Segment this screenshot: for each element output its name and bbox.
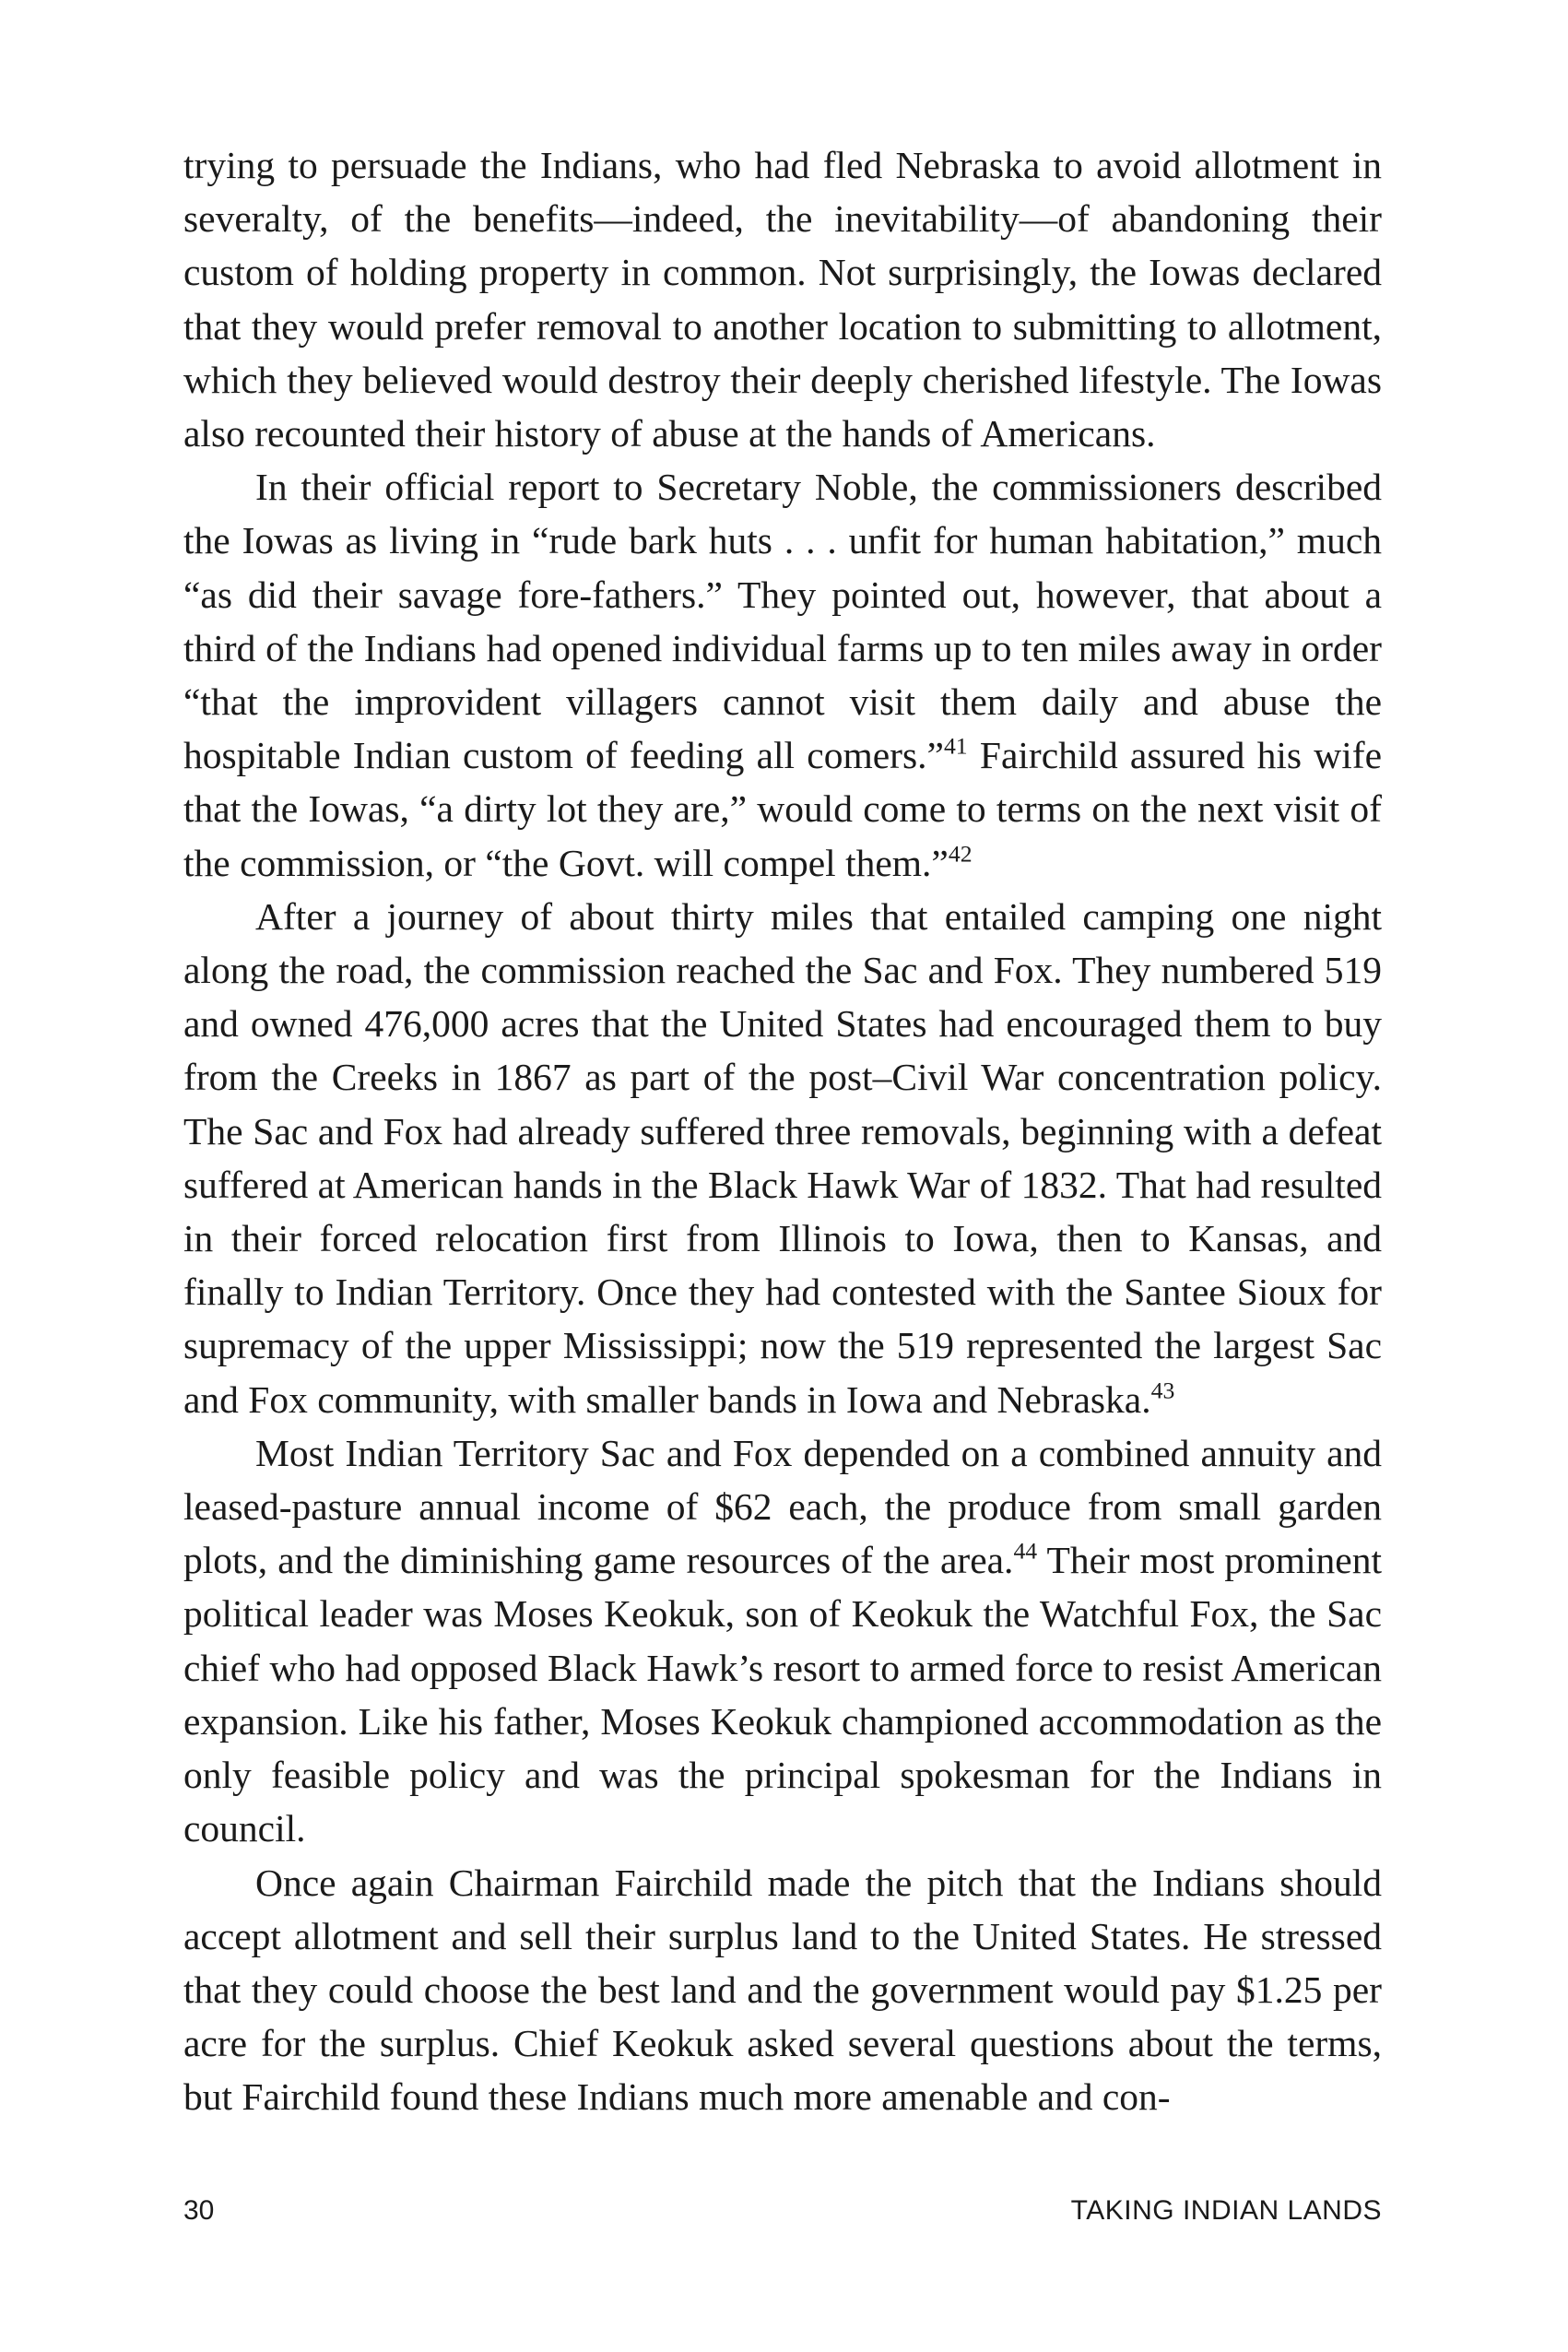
paragraph [183, 1856, 1382, 2124]
text-run: In their official report to Secretary Noble, the commissioners described the Iowas as living in “rude bark huts . . . unfit for human habitation,” much “as did their savage fore-fathers.” They pointed out, however, that about a third of the Indians had opened individual farms up to ten miles away in order “that the improvident villagers cannot visit them daily and abuse the hospitable Indian custom of feeding all comers.” [183, 466, 1382, 777]
footnote-ref-41: 41 [943, 732, 968, 760]
footnote-ref-44: 44 [1013, 1537, 1038, 1565]
running-head: TAKING INDIAN LANDS [1070, 2195, 1382, 2226]
paragraph [183, 460, 1382, 890]
paragraph [183, 890, 1382, 1426]
paragraph [183, 1426, 1382, 1856]
text-run: Fairchild assured his wife that the Iowas, “a dirty lot they are,” would come to terms on the next visit of the commission, or “the Govt. will compel them.” [183, 734, 1382, 884]
footnote-ref-43: 43 [1150, 1377, 1175, 1404]
text-run: Their most prominent political leader was Moses Keokuk, son of Keokuk the Watchful Fox, the Sac chief who had opposed Black Hawk’s resort to armed force to resist American expansion. Like his father, Moses Keokuk championed accommodation as the only feasible policy and was the principal spokesman for the Indians in council. [183, 1539, 1382, 1850]
text-run: Most Indian Territory Sac and Fox depended on a combined annuity and leased-pasture annual income of $62 each, the produce from small garden plots, and the diminishing game resources of the area. [183, 1431, 1382, 1582]
paragraph [183, 138, 1382, 460]
body-text [183, 138, 1382, 2124]
text-run: Once again Chairman Fairchild made the pitch that the Indians should accept allotment and sell their surplus land to the United States. He stressed that they could choose the best land and the government would pay $1.25 per acre for the surplus. Chief Keokuk asked several questions about the terms, but Fairchild found these Indians much more amenable and con- [183, 1861, 1382, 2119]
text-run: trying to persuade the Indians, who had fled Nebraska to avoid allotment in severalty, of the benefits—indeed, the inevitability—of abandoning their custom of holding property in common. Not surprisingly, the Iowas declared that they would prefer removal to another location to submitting to allotment, which they believed would destroy their deeply cherished lifestyle. The Iowas also recounted their history of abuse at the hands of Americans. [183, 144, 1382, 455]
text-run: After a journey of about thirty miles that entailed camping one night along the road, the commission reached the Sac and Fox. They numbered 519 and owned 476,000 acres that the United States had encouraged them to buy from the Creeks in 1867 as part of the post–Civil War concentration policy. The Sac and Fox had already suffered three removals, beginning with a defeat suffered at American hands in the Black Hawk War of 1832. That had resulted in their forced relocation first from Illinois to Iowa, then to Kansas, and finally to Indian Territory. Once they had contested with the Santee Sioux for supremacy of the upper Mississippi; now the 519 represented the largest Sac and Fox community, with smaller bands in Iowa and Nebraska. [183, 894, 1382, 1421]
page-footer [183, 2192, 1382, 2229]
page-number: 30 [183, 2195, 215, 2226]
footnote-ref-42: 42 [948, 840, 973, 868]
